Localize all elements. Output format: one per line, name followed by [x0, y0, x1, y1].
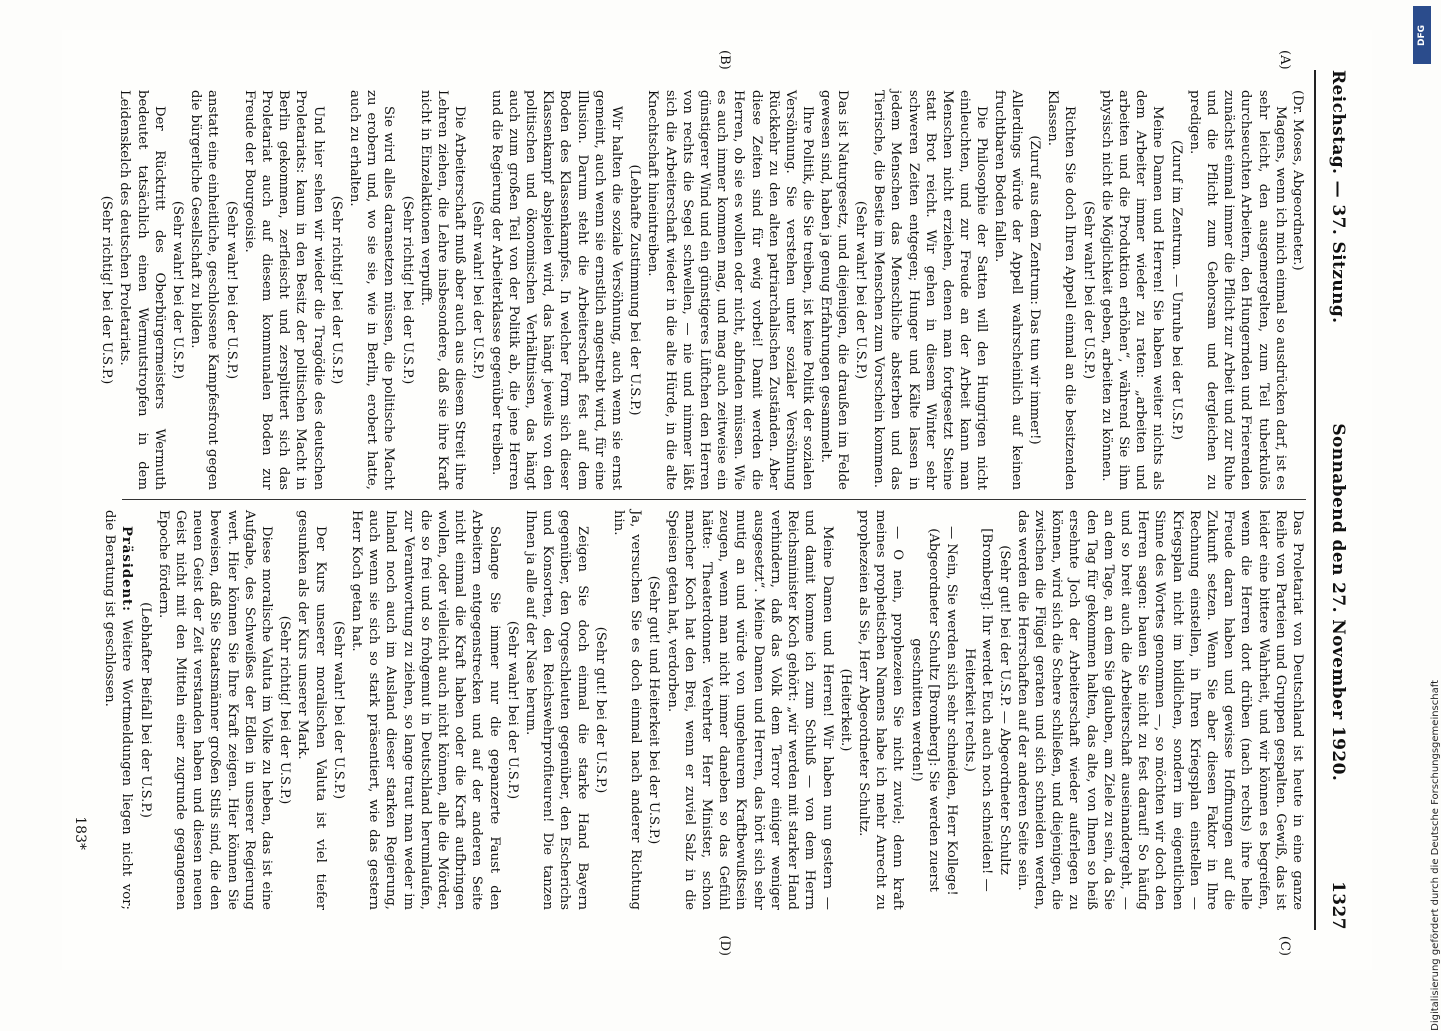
paragraph — [990, 90, 1024, 490]
interjection — [469, 90, 486, 490]
interjection — [1167, 90, 1184, 490]
paragraph-text: (Sehr gut! und Heiterkeit bei der U.S.P.) — [646, 575, 662, 845]
column-divider — [122, 499, 1306, 500]
paragraph — [610, 510, 644, 910]
paragraph — [870, 90, 990, 490]
paragraph — [116, 90, 168, 490]
paragraph-text: Das Proletariat von Deutschland ist heute in eine ganze Reihe von Parteien und Gruppen gespalten. Gewiß, das ist leider eine bittere Wahrheit, und wir können es begreifen, wenn die Herren dort drüben (nach rechts) ihre helle Freude daran haben und gewisse Hoffnungen auf die Zukunft setzen. Wenn Sie aber diesen Faktor in Ihre Rechnung einstellen, in Ihren Kriegsplan einstellen — Kriegsplan nicht im bildlichen, sondern im eigentlichen Sinne des Wortes genommen —, so möchten wir doch den Herren sagen: bauen Sie nicht zu fest darauf! So häufig und so breit auch die Arbeiterschaft auseinandergeht, — an dem Tage, an dem Sie glauben, am Ziele zu sein, da Sie den Tag für gekommen halten, das alte, von Ihnen so heiß ersehnte Joch der Arbeiterschaft wieder auferlegen zu können, wird sich die Schere schließen, und diejenigen, die zwischen die Flügel geraten und sich schneiden werden, das werden die Herrschaften auf der anderen Seite sein. — [1014, 510, 1305, 910]
paragraph-text: (Sehr wahr! bei der U.S.P.) — [470, 200, 486, 380]
dfg-logo: DFG — [1413, 6, 1431, 64]
header-date: Sonnabend den 27. November 1920. — [1328, 423, 1348, 782]
paragraph-text: — O nein, prophezeien Sie nicht zuviel; denn kraft meines prophetischen Namens habe ich mehr Anrecht zu prophezeien als Sie, Herr Abgeordneter Schultz. — [855, 510, 906, 910]
paragraph-text: (Heiterkeit.) — [837, 668, 853, 752]
page-number: 1327 — [1328, 881, 1348, 930]
paragraph-text: (Sehr wahr! bei der U.S.P.) — [1080, 200, 1096, 380]
interjection — [98, 90, 115, 490]
paragraph-text: Solange Sie immer nur die gepanzerte Faust den Arbeitern entgegenstrecken und auf der anderen Seite nicht einmal die Kraft haben oder die Kraft aufbringen wollen, oder vielleicht auch nicht können, alle die Mörder, die so frei und so frohgemut in Deutschland herumlaufen, zur Verantwortung zu ziehen, so lange traut man weder im Inland noch auch im Ausland dieser starken Regierung, auch wenn sie sich so stark präsentiert, wie das gestern Herr Koch getan hat. — [349, 510, 502, 910]
speaker-label: Präsident: — [119, 526, 135, 613]
paragraph-text: Und hier sehen wir wieder die Tragödie des deutschen Proletariats: kaum in den Besitz der politischen Macht in Berlin gekommen, zerfleischt und zersplittert sich das Proletariat auch auf diesem kommunalen Boden zur Freude der Bourgeoisie. — [241, 90, 326, 490]
interjection — [626, 90, 643, 490]
paragraph-text: (Zuruf aus dem Zentrum: Das tun wir immer!) — [1026, 135, 1042, 445]
paragraph-text: (Sehr richtig! bei der U.S.P.) — [277, 615, 293, 805]
margin-marker-c: (C) — [1277, 935, 1292, 956]
paragraph-text: Richten Sie doch Ihren Appell einmal an die besitzenden Klassen. — [1045, 90, 1078, 490]
paragraph-text: Die Philosophie der Satten will den Hungrigen nicht einleuchten, und zur Freude an der Arbeit kann man Menschen nicht erziehen, denen man fortgesetzt Steine statt Brot reicht. Wir gehen in diesem Winter sehr schweren Zeiten entgegen; Hunger und Kälte lassen in jedem Menschen das Menschliche absterben und das Tierische, die Bestie im Menschen zum Vorschein kommen. — [871, 90, 990, 490]
paragraph-text: (Sehr gut! bei der U.S.P. — Abgeordneter Schultz [Bromberg]: Ihr werdet Euch auch noch schneiden! — Heiterkeit rechts.) — [962, 528, 1012, 892]
paragraph-text: (Sehr wahr! bei der U.S.P.) — [170, 200, 185, 380]
paragraph — [1186, 90, 1289, 490]
paragraph — [187, 90, 221, 490]
paragraph — [346, 90, 398, 490]
paragraph — [943, 510, 960, 910]
paragraph — [522, 510, 591, 910]
paragraph-text: (Sehr wahr! bei der U.S.P.) — [223, 200, 239, 380]
paragraph-text: Diese moralische Valuta im Volke zu heben, das ist eine Aufgabe, des Schweißes der Edlen in unserer Regierung wert. Hier können Sie Ihre Kraft zeigen. Hier können Sie beweisen, daß Sie Staatsmänner großen Stils sind, die den neuen Geist der Zeit verstanden haben und diesen neuen Geist nicht mit den Mitteln einer zugrunde gegangenen Epoche fördern. — [155, 510, 275, 910]
paragraph — [663, 510, 835, 910]
paragraph-text: Meine Damen und Herren! Wir haben nun gestern — und damit komme ich zum Schluß — von dem Herrn Reichsminister Koch gehört: „wir werden mit starker Hand verhindern, daß das Volk dem Terror einiger weniger ausgesetzt“. Meine Damen und Herren, das hört sich sehr mutig an und würde von ungeheurem Kraftbewußtsein zeugen, wenn man nicht immer daneben so das Gefühl hätte: Theaterdonner. Verehrter Herr Minister, schon mancher Koch hat den Brei, wenn er zuviel Salz in die Speisen getan hat, verdorben. — [664, 510, 835, 910]
paragraph — [101, 510, 135, 910]
paragraph-text: (Sehr gut! bei der U.S.P.) — [592, 626, 608, 794]
paragraph-text: (Sehr richtig! bei der U.S.P.) — [328, 195, 344, 385]
paragraph-text: Der Rücktritt des Oberbürgermeisters Wermuth bedeutet tatsächlich einen Wermutstropfen in dem Leidenskelch des deutschen Proletariats. — [117, 90, 167, 490]
interjection — [645, 510, 662, 910]
interjection — [852, 90, 869, 490]
footer-mark: 183* — [72, 816, 88, 850]
paragraph — [241, 90, 327, 490]
interjection — [398, 90, 415, 490]
paragraph-text: Allerdings würde der Appell wahrscheinlich auf keinen fruchtbaren Boden fallen. — [991, 90, 1024, 490]
paragraph — [1014, 510, 1306, 910]
paragraph-text: (Dr. Moses, Abgeordneter.) — [1290, 90, 1305, 271]
paragraph — [487, 90, 625, 490]
paragraph-text: (Sehr wahr! bei der U.S.P.) — [330, 620, 346, 800]
interjection — [330, 510, 347, 910]
paragraph-text: Die Arbeiterschaft muß aber auch aus diesem Streit ihre Lehren ziehen, die Lehre insbesondere, daß sie ihre Kraft nicht in Einzelaktionen verpufft. — [417, 90, 468, 490]
interjection — [136, 510, 153, 910]
paragraph-text: Wir halten die soziale Versöhnung, auch wenn sie ernst gemeint, auch wenn sie ernstlich angestrebt wird, für eine Illusion. Darum steht die Arbeiterschaft fest auf dem Boden des Klassenkampfes. In welcher Form sich dieser Klassenkampf abspielen wird, das hängt jeweils von den politischen und ökonomischen Verhältnissen, das hängt auch zum großen Teil von der Politik ab, die jene Herren und die Regierung der Arbeiterklasse gegenüber treiben. — [488, 90, 625, 490]
paragraph-text: — Nein, Sie werden sich sehr schneiden, Herr Kollege! — [943, 526, 959, 896]
paragraph — [1044, 90, 1078, 490]
paragraph — [294, 510, 328, 910]
paragraph-text: (Zuruf im Zentrum. — Unruhe bei der U.S.P.) — [1168, 139, 1184, 441]
paragraph-text: (Sehr wahr! bei der U.S.P.) — [504, 620, 520, 800]
paragraph-text: (Sehr richtig! bei der U.S.P.) — [99, 195, 115, 385]
paragraph-text: Magens, wenn ich mich einmal so ausdrücken darf, ist es sehr leicht, den ausgemergelten, zum Teil tuberkulös durchseuchten Arbeitern, den Hungernden und Frierenden zunächst einmal immer die Pflicht zur Arbeit und zur Ruhe und die Pflicht zum Gehorsam und dergleichen zu predigen. — [1186, 90, 1288, 490]
paragraph-text: anstatt eine einheitliche, geschlossene Kampfesfront gegen die bürgerliche Gesellschaft zu bilden. — [188, 90, 221, 490]
paragraph-text: (Lebhafter Beifall bei der U.S.P.) — [137, 602, 153, 818]
paragraph-text: Meine Damen und Herren! Sie haben weiter nichts als dem Arbeiter immer wieder zu raten: „arbeiten und arbeiten und die Produktion erhöhen“, während Sie ihm physisch nicht die Möglichkeit geben, arbeiten zu können. — [1098, 90, 1166, 490]
paragraph-text: (Sehr wahr! bei der U.S.P.) — [852, 200, 868, 380]
margin-marker-a: (A) — [1277, 50, 1292, 70]
paragraph-text: (Abgeordneter Schultz [Bromberg]: Sie werden zuerst geschnitten werden!) — [908, 528, 941, 892]
paragraph — [348, 510, 503, 910]
interjection — [907, 510, 941, 910]
paragraph-text: (Sehr richtig! bei der U.S.P.) — [399, 195, 415, 385]
paragraph — [855, 510, 907, 910]
interjection — [169, 90, 186, 490]
interjection — [222, 90, 239, 490]
interjection — [504, 510, 521, 910]
interjection — [1026, 90, 1043, 490]
margin-marker-b: (B) — [717, 50, 732, 70]
header-left: Reichstag. — 37. Sitzung. — [1328, 70, 1348, 324]
paragraph-text: Weitere Wortmeldungen liegen nicht vor; die Beratung ist geschlossen. — [102, 510, 135, 910]
paragraph — [816, 90, 850, 490]
paragraph — [1289, 90, 1306, 490]
newspaper-page — [62, 30, 1372, 970]
interjection — [1079, 90, 1096, 490]
margin-marker-d: (D) — [717, 935, 732, 956]
paragraph — [644, 90, 816, 490]
left-column — [92, 90, 1306, 490]
interjection — [592, 510, 609, 910]
interjection — [837, 510, 854, 910]
paragraph — [1098, 90, 1167, 490]
paragraph-text: Der Kurs unserer moralischen Valuta ist viel tiefer gesunken als der Kurs unserer Mark. — [295, 510, 328, 910]
interjection — [276, 510, 293, 910]
paragraph — [155, 510, 275, 910]
dfg-credit: Digitalisierung gefördert durch die Deutsche Forschungsgemeinschaft — [1430, 680, 1441, 1031]
interjection — [961, 510, 1013, 910]
page-header — [1318, 70, 1358, 930]
paragraph-text: Das ist Naturgesetz, und diejenigen, die draußen im Felde gewesen sind, haben ja genug Erfahrungen gesammelt. — [817, 90, 850, 490]
interjection — [328, 90, 345, 490]
paragraph-text: Sie wird alles daransetzen müssen, die politische Macht zu erobern und, wo sie sie, wie in Berlin, erobert hatte, auch zu erhalten. — [347, 90, 397, 490]
paragraph-text: Ihre Politik, die Sie treiben, ist keine Politik der sozialen Versöhnung. Sie verstehen unter sozialer Versöhnung Rückkehr zu den alten patriarchalischen Zuständen. Aber diese Zeiten sind für ewig vorbei! Damit werden die Herren, ob sie es wollen oder nicht, abfinden müssen. Wie es auch immer kommen mag, und mag auch zeitweise ein günstigerer Wind und ein günstigeres Lüftchen den Herren von rechts die Segel schwellen, — nie und nimmer läßt sich die Arbeiterschaft wieder in die alte Hürde, in die alte Knechtschaft hineintreiben. — [645, 90, 816, 490]
header-rule — [1314, 70, 1316, 930]
paragraph-text: (Lebhafte Zustimmung bei der U.S.P.) — [627, 164, 643, 416]
paragraph-text: Ja, versuchen Sie es doch einmal nach anderer Richtung hin. — [611, 510, 644, 910]
paragraph — [417, 90, 469, 490]
paragraph-text: Zeigen Sie doch einmal die starke Hand Bayern gegenüber, den Orgeschleuten gegenüber, den Escherichs und Konsorten, den Reichswehrprofiteuren! Die tanzen Ihnen ja alle auf der Nase herum. — [523, 510, 590, 910]
right-column — [92, 510, 1306, 910]
